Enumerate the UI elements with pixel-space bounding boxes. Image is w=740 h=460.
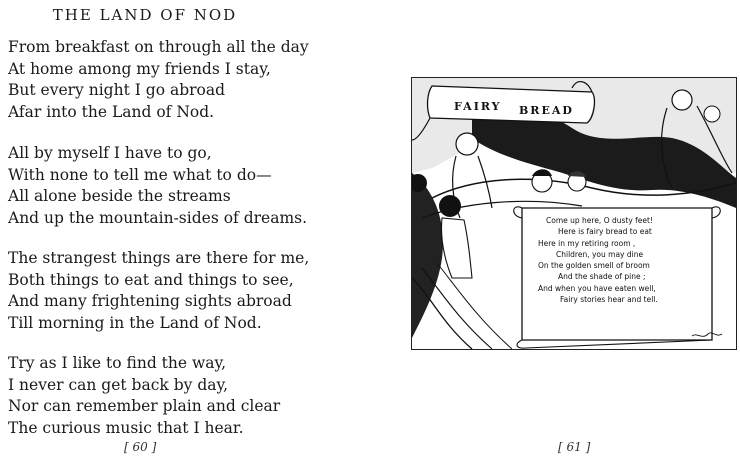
poem-line: With none to tell me what to do— [8, 165, 272, 184]
poem-line: All by myself I have to go, [8, 144, 212, 162]
poem-line: Both things to eat and things to see, [8, 270, 294, 289]
fairy-bread-verse [538, 215, 708, 305]
poem-title: THE LAND OF NOD [52, 6, 238, 24]
verse-line: Here is fairy bread to eat [558, 227, 652, 237]
left-page [0, 0, 310, 460]
poem-line: Try as I like to find the way, [8, 354, 227, 372]
poem-line: The strangest things are there for me, [8, 249, 310, 267]
poem-line: And up the mountain-sides of dreams. [8, 208, 308, 227]
banner-word-bread: BREAD [519, 104, 574, 117]
fairy-bread-illustration [411, 77, 737, 350]
verse-line: Children, you may dine [556, 249, 644, 259]
stanza-3 [8, 248, 309, 334]
poem-line: Afar into the Land of Nod. [8, 102, 215, 121]
verse-line: On the golden smell of broom [538, 261, 650, 271]
page-number-left: [ 60 ] [124, 440, 157, 454]
verse-line: Fairy stories hear and tell. [560, 295, 658, 305]
poem-line: All alone beside the streams [8, 187, 231, 205]
poem-line: But every night I go abroad [8, 81, 226, 99]
verse-line: And when you have eaten well, [538, 283, 656, 293]
stanza-4 [8, 353, 280, 439]
banner-word-fairy: FAIRY [454, 100, 502, 113]
poem-line: The curious music that I hear. [8, 418, 244, 437]
stanza-2 [8, 143, 307, 229]
illustration-artwork [412, 78, 736, 349]
poem-line: At home among my friends I stay, [8, 59, 271, 78]
verse-line: Come up here, O dusty feet! [546, 216, 653, 225]
poem-line: From breakfast on through all the day [8, 38, 309, 56]
page-number-right: [ 61 ] [558, 440, 591, 454]
stanza-1 [8, 37, 309, 123]
poem-line: Till morning in the Land of Nod. [8, 313, 262, 332]
poem-line: Nor can remember plain and clear [8, 397, 281, 415]
poem-line: I never can get back by day, [8, 375, 229, 394]
verse-line: Here in my retiring room , [538, 238, 636, 248]
verse-line: And the shade of pine ; [558, 272, 646, 282]
poem-line: And many frightening sights abroad [8, 292, 292, 310]
